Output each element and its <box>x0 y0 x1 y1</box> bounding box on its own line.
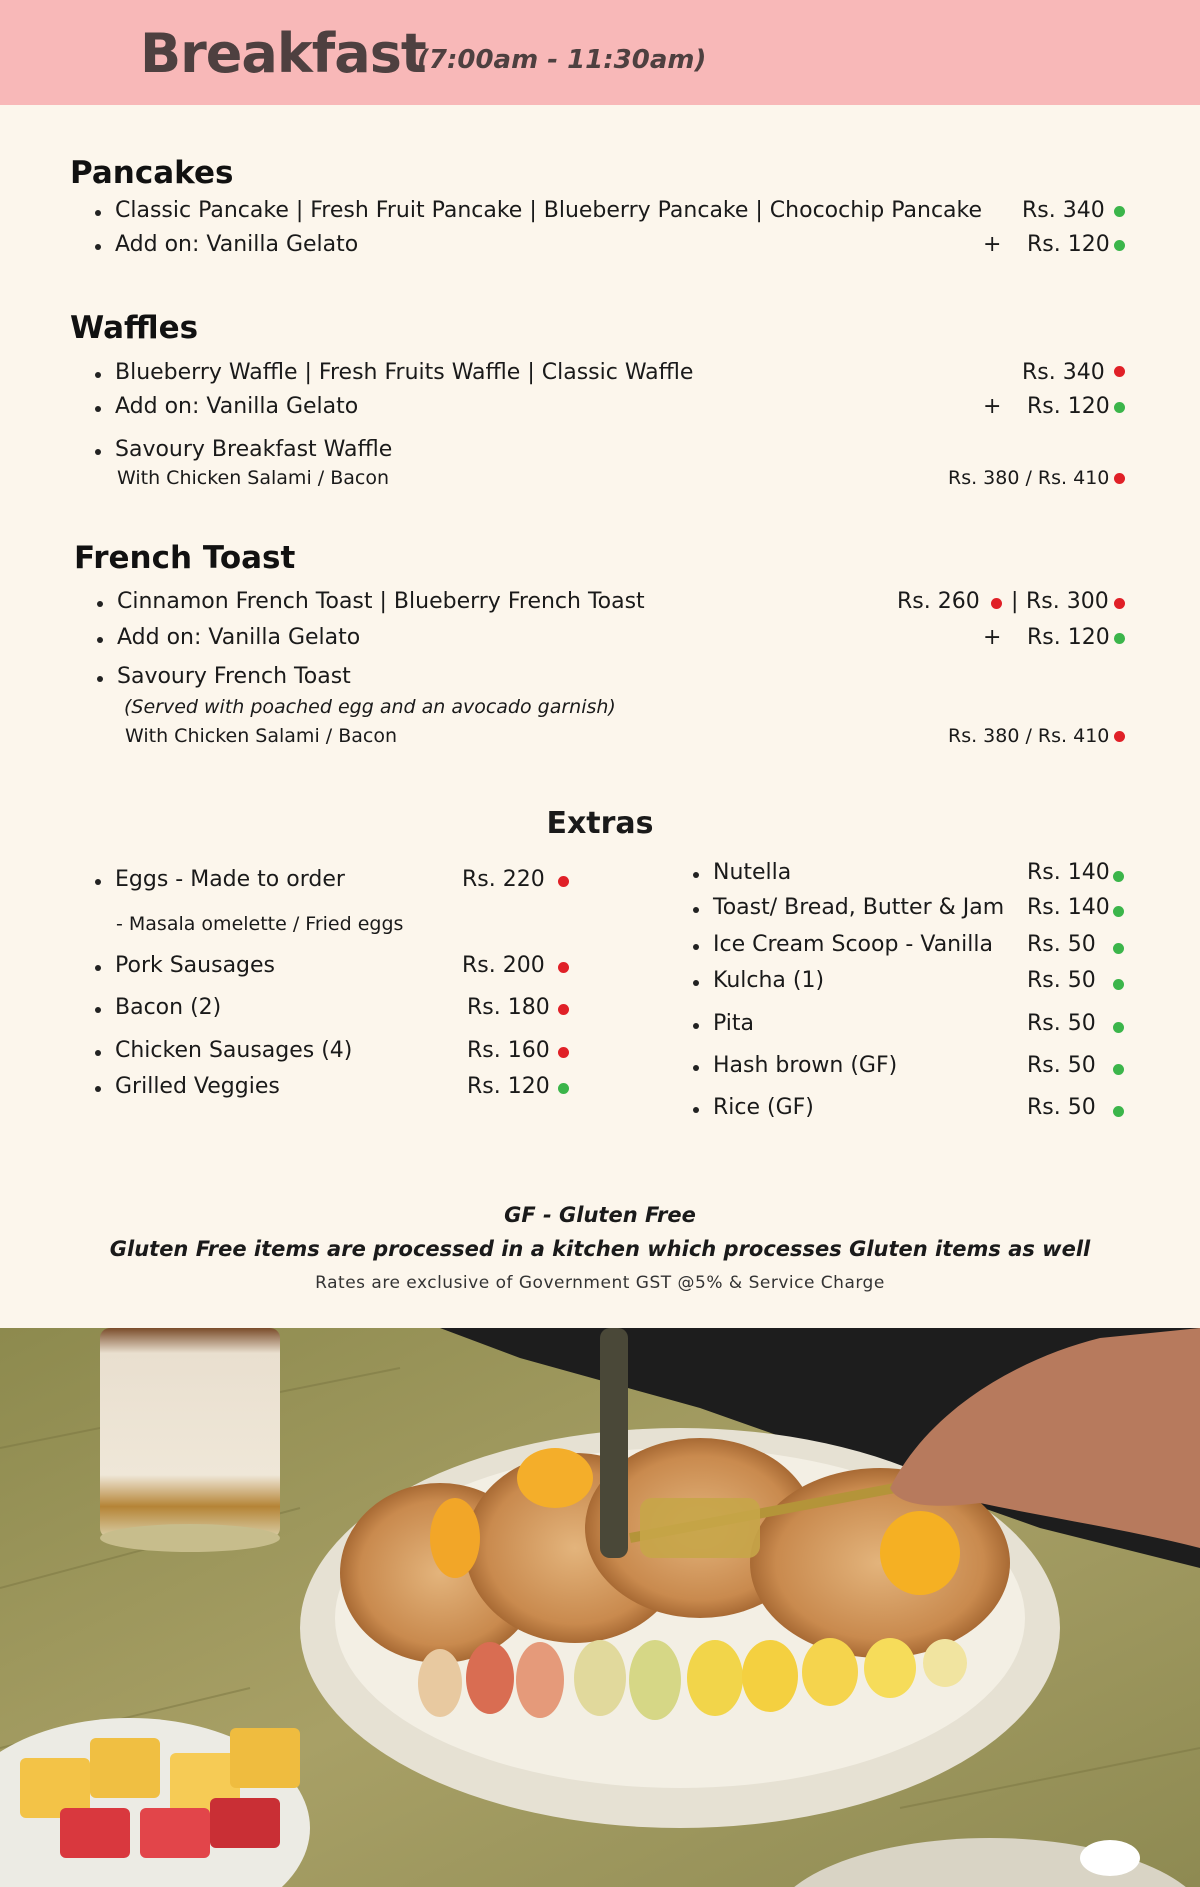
item-sub: With Chicken Salami / Bacon <box>117 467 389 489</box>
item-name: Add on: Vanilla Gelato <box>115 232 359 257</box>
breakfast-photo <box>0 1328 1200 1887</box>
item-name: Grilled Veggies <box>115 1074 280 1099</box>
item-price: Rs. 120 <box>467 1074 550 1099</box>
section-title-pancakes: Pancakes <box>70 155 234 191</box>
bullet-icon <box>95 406 101 412</box>
bullet-icon <box>693 944 699 950</box>
menu-item-waffles <box>0 360 1200 392</box>
plus-sign: + <box>983 394 1002 419</box>
bullet-icon <box>693 980 699 986</box>
bullet-icon <box>693 872 699 878</box>
bullet-icon <box>693 907 699 913</box>
item-name: Pork Sausages <box>115 953 276 978</box>
non-veg-dot-icon <box>991 598 1002 609</box>
item-name: Bacon (2) <box>115 995 222 1020</box>
item-name: Blueberry Waffle | Fresh Fruits Waffle | Classic Waffle <box>115 360 694 385</box>
non-veg-dot-icon <box>1114 473 1125 484</box>
menu-item-savoury-waffle <box>0 437 1200 469</box>
item-name: Ice Cream Scoop - Vanilla <box>713 932 993 957</box>
menu-item-savoury-french-toast <box>0 664 1200 696</box>
item-price: Rs. 50 <box>1027 932 1096 957</box>
veg-dot-icon <box>1114 240 1125 251</box>
item-price: Rs. 380 / Rs. 410 <box>948 725 1110 747</box>
section-title-waffles: Waffles <box>70 310 199 346</box>
menu-header <box>0 0 1200 105</box>
extras-item-hash-brown <box>0 1053 1200 1085</box>
item-name: Kulcha (1) <box>713 968 825 993</box>
item-price: Rs. 140 <box>1027 895 1110 920</box>
bullet-icon <box>95 1086 101 1092</box>
extras-item-nutella <box>0 860 1200 892</box>
item-price: Rs. 140 <box>1027 860 1110 885</box>
gluten-free-legend: GF - Gluten Free <box>504 1203 696 1227</box>
veg-dot-icon <box>1114 402 1125 413</box>
bullet-icon <box>95 210 101 216</box>
menu-item-pancakes <box>0 198 1200 230</box>
extras-item-rice <box>0 1095 1200 1127</box>
item-name: Classic Pancake | Fresh Fruit Pancake | Blueberry Pancake | Chocochip Pancake <box>115 198 983 223</box>
item-sub: - Masala omelette / Fried eggs <box>116 913 404 935</box>
gluten-free-note: Gluten Free items are processed in a kitchen which processes Gluten items as well <box>109 1237 1091 1261</box>
item-price: Rs. 120 <box>1027 232 1110 257</box>
item-price: Rs. 200 <box>462 953 545 978</box>
bullet-icon <box>97 676 103 682</box>
item-name: Hash brown (GF) <box>713 1053 898 1078</box>
item-price: Rs. 180 <box>467 995 550 1020</box>
item-name: Cinnamon French Toast | Blueberry French Toast <box>117 589 645 614</box>
bullet-icon <box>95 244 101 250</box>
bullet-icon <box>95 449 101 455</box>
item-name: Chicken Sausages (4) <box>115 1038 353 1063</box>
item-price: Rs. 120 <box>1027 394 1110 419</box>
bullet-icon <box>693 1065 699 1071</box>
item-name: Savoury Breakfast Waffle <box>115 437 393 462</box>
veg-dot-icon <box>1113 1022 1124 1033</box>
item-note: (Served with poached egg and an avocado garnish) <box>124 696 616 718</box>
menu-title: Breakfast <box>140 22 426 85</box>
item-price: Rs. 260 <box>897 589 980 614</box>
item-price: Rs. 50 <box>1027 1053 1096 1078</box>
bullet-icon <box>693 1107 699 1113</box>
item-name: Rice (GF) <box>713 1095 814 1120</box>
extras-item-pita <box>0 1011 1200 1043</box>
price-separator: | <box>1011 589 1019 614</box>
extras-item-toast <box>0 895 1200 927</box>
item-price: Rs. 220 <box>462 867 545 892</box>
rates-note: Rates are exclusive of Government GST @5% & Service Charge <box>315 1273 885 1293</box>
item-name: Add on: Vanilla Gelato <box>117 625 361 650</box>
non-veg-dot-icon <box>1114 366 1125 377</box>
bullet-icon <box>97 601 103 607</box>
plus-sign: + <box>983 232 1002 257</box>
item-name: Savoury French Toast <box>117 664 351 689</box>
veg-dot-icon <box>1113 943 1124 954</box>
veg-dot-icon <box>1113 906 1124 917</box>
menu-hours: (7:00am - 11:30am) <box>417 45 707 75</box>
item-price: Rs. 120 <box>1027 625 1110 650</box>
plus-sign: + <box>983 625 1002 650</box>
veg-dot-icon <box>1113 871 1124 882</box>
veg-dot-icon <box>1113 979 1124 990</box>
bullet-icon <box>693 1023 699 1029</box>
item-sub: With Chicken Salami / Bacon <box>125 725 397 747</box>
item-price: Rs. 340 <box>1022 360 1105 385</box>
item-name: Nutella <box>713 860 792 885</box>
item-price: Rs. 160 <box>467 1038 550 1063</box>
extras-item-ice-cream <box>0 932 1200 964</box>
veg-dot-icon <box>1114 633 1125 644</box>
non-veg-dot-icon <box>1114 731 1125 742</box>
veg-dot-icon <box>1114 206 1125 217</box>
section-title-french-toast: French Toast <box>74 540 296 576</box>
item-name: Pita <box>713 1011 755 1036</box>
menu-item-pancake-addon <box>0 232 1200 264</box>
item-name: Eggs - Made to order <box>115 867 345 892</box>
pancake-plate-illustration <box>0 1328 1200 1887</box>
menu-item-waffle-addon <box>0 394 1200 426</box>
item-price: Rs. 340 <box>1022 198 1105 223</box>
menu-item-french-toast <box>0 589 1200 621</box>
item-name: Toast/ Bread, Butter & Jam <box>713 895 1005 920</box>
item-price-2: Rs. 300 <box>1026 589 1109 614</box>
veg-dot-icon <box>1113 1064 1124 1075</box>
section-title-extras: Extras <box>546 806 654 841</box>
non-veg-dot-icon <box>1114 598 1125 609</box>
item-price: Rs. 50 <box>1027 1011 1096 1036</box>
item-price: Rs. 50 <box>1027 1095 1096 1120</box>
item-price: Rs. 50 <box>1027 968 1096 993</box>
veg-dot-icon <box>1113 1106 1124 1117</box>
item-price: Rs. 380 / Rs. 410 <box>948 467 1110 489</box>
extras-item-kulcha <box>0 968 1200 1000</box>
bullet-icon <box>95 372 101 378</box>
menu-item-french-toast-addon <box>0 625 1200 657</box>
item-name: Add on: Vanilla Gelato <box>115 394 359 419</box>
bullet-icon <box>97 637 103 643</box>
